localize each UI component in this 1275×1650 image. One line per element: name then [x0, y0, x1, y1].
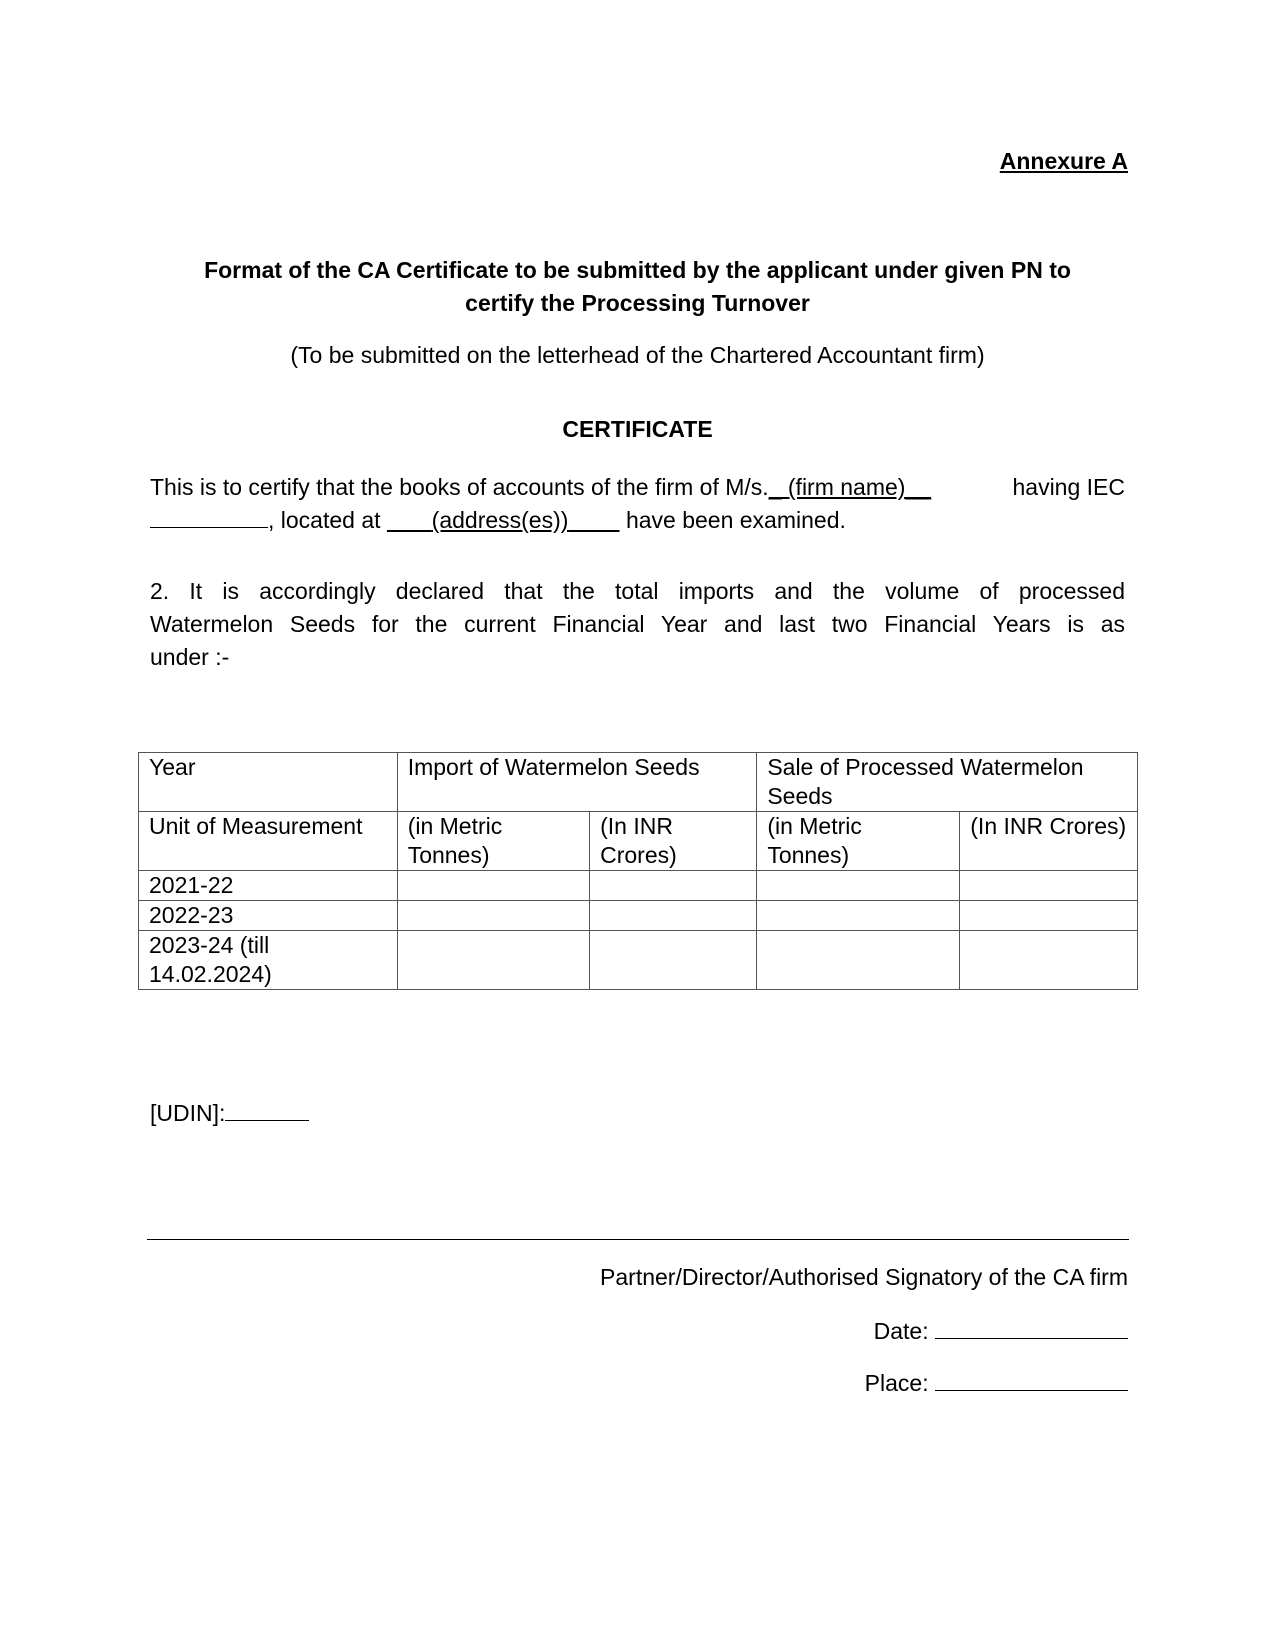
- para2-line-1: 2. It is accordingly declared that the total imports and the volume of processed: [150, 578, 1125, 604]
- date-row: [874, 1316, 1128, 1345]
- annexure-label: Annexure A: [999, 148, 1128, 174]
- row-year: 2023-24 (till 14.02.2024): [139, 931, 398, 990]
- letterhead-note: (To be submitted on the letterhead of the Chartered Accountant firm): [290, 342, 985, 368]
- cell-sale-value[interactable]: [960, 871, 1138, 901]
- table-row: [139, 871, 1138, 901]
- para1-text-b: having IEC: [1012, 474, 1125, 500]
- heading-line-2: certify the Processing Turnover: [465, 290, 810, 316]
- certification-paragraph: [150, 471, 1125, 537]
- firm-name-placeholder: (firm name): [787, 474, 906, 500]
- cell-import-qty[interactable]: [397, 901, 589, 931]
- table-unit-row: [139, 812, 1138, 871]
- cell-sale-value[interactable]: [960, 931, 1138, 990]
- date-blank[interactable]: [935, 1316, 1128, 1339]
- udin-row: [150, 1098, 309, 1127]
- cell-sale-qty[interactable]: [757, 901, 960, 931]
- para1-text-a: This is to certify that the books of accounts of the firm of M/s.: [150, 474, 769, 500]
- certificate-title: CERTIFICATE: [562, 416, 713, 442]
- cell-sale-qty[interactable]: [757, 871, 960, 901]
- cell-sale-qty[interactable]: [757, 931, 960, 990]
- address-placeholder: (address(es)): [431, 507, 569, 533]
- table-row: [139, 901, 1138, 931]
- place-blank[interactable]: [935, 1368, 1128, 1391]
- declaration-paragraph: [150, 575, 1125, 674]
- header-year: Year: [139, 753, 398, 812]
- para1-text-c: , located at: [268, 507, 381, 533]
- udin-label: [UDIN]:: [150, 1100, 226, 1126]
- para2-line-3: under :-: [150, 644, 230, 670]
- para1-text-d: have been examined.: [625, 507, 846, 533]
- unit-import-qty: (in Metric Tonnes): [397, 812, 589, 871]
- firm-name-field[interactable]: _ (firm name)__: [768, 474, 932, 500]
- row-year: 2022-23: [139, 901, 398, 931]
- row-year: 2021-22: [139, 871, 398, 901]
- cell-sale-value[interactable]: [960, 901, 1138, 931]
- cell-import-value[interactable]: [590, 901, 757, 931]
- table-row: [139, 931, 1138, 990]
- cell-import-value[interactable]: [590, 931, 757, 990]
- document-heading: [150, 254, 1125, 320]
- unit-sale-value: (In INR Crores): [960, 812, 1138, 871]
- signatory-label: Partner/Director/Authorised Signatory of the CA firm: [600, 1264, 1128, 1290]
- cell-import-qty[interactable]: [397, 931, 589, 990]
- header-sale: Sale of Processed Watermelon Seeds: [757, 753, 1138, 812]
- unit-label: Unit of Measurement: [139, 812, 398, 871]
- unit-import-value: (In INR Crores): [590, 812, 757, 871]
- turnover-table: [138, 752, 1138, 990]
- table-header-row: [139, 753, 1138, 812]
- place-row: [865, 1368, 1128, 1397]
- place-label: Place:: [864, 1370, 929, 1396]
- para2-line-2: Watermelon Seeds for the current Financial Year and last two Financial Years is as: [150, 611, 1125, 637]
- cell-import-value[interactable]: [590, 871, 757, 901]
- address-field[interactable]: [387, 507, 620, 533]
- iec-blank[interactable]: [150, 505, 268, 528]
- heading-line-1: Format of the CA Certificate to be submitted by the applicant under given PN to: [204, 257, 1071, 283]
- header-import: Import of Watermelon Seeds: [397, 753, 757, 812]
- unit-sale-qty: (in Metric Tonnes): [757, 812, 960, 871]
- signature-line[interactable]: [147, 1239, 1129, 1240]
- cell-import-qty[interactable]: [397, 871, 589, 901]
- date-label: Date:: [873, 1318, 929, 1344]
- udin-blank[interactable]: [225, 1098, 309, 1121]
